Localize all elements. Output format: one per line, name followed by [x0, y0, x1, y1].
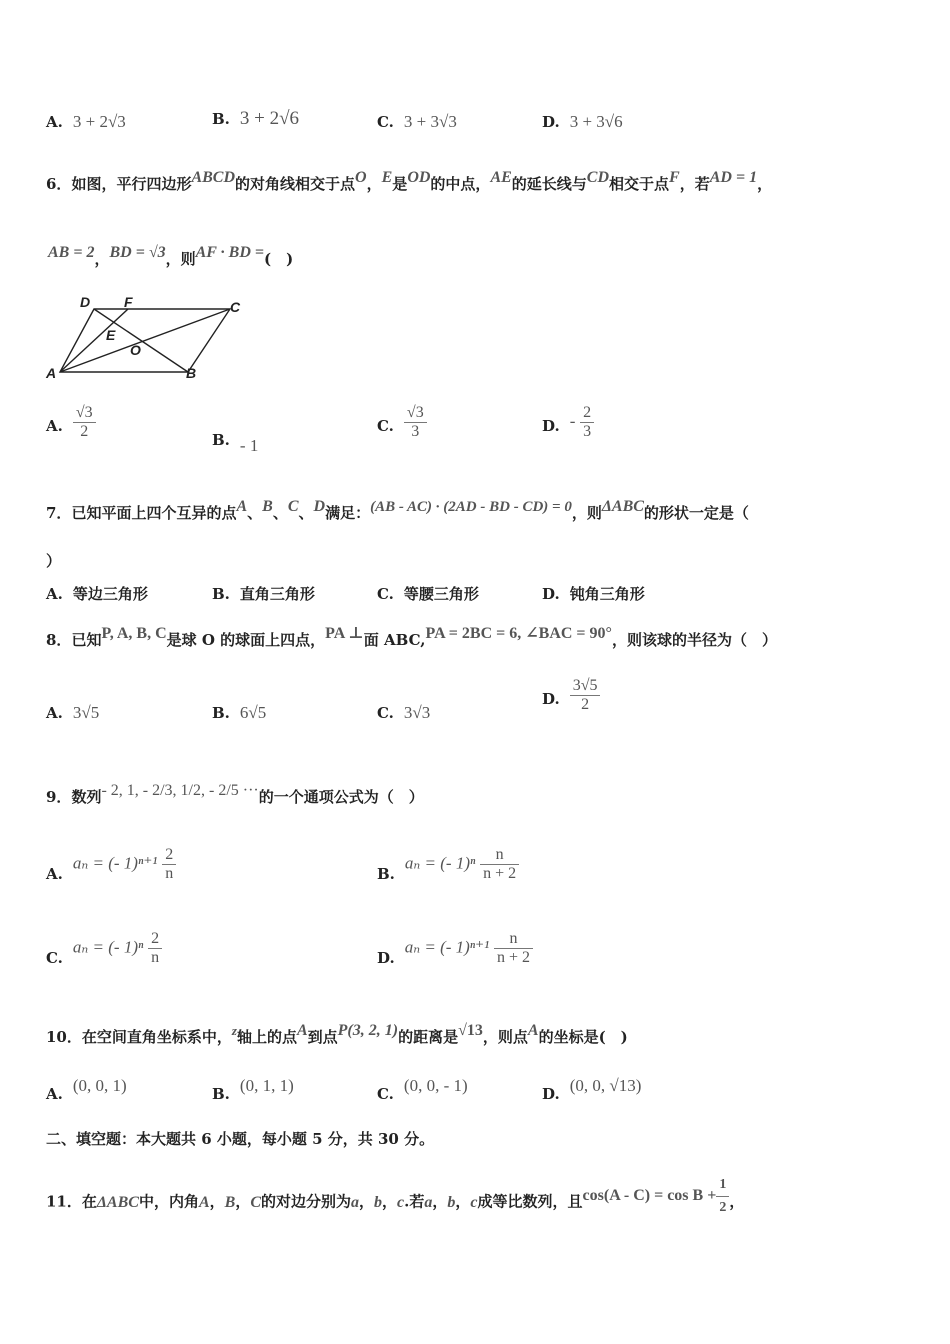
math: CD	[586, 169, 610, 186]
formula-prefix: aₙ = (- 1)ⁿ⁺¹	[404, 937, 490, 957]
option-label: D.	[542, 1085, 560, 1103]
label-d: D	[80, 294, 91, 310]
denominator: 2	[581, 696, 590, 713]
numerator: √3	[73, 404, 96, 423]
math: ΔABC	[601, 498, 644, 515]
option-label: A.	[46, 416, 63, 435]
stem-text: ，	[366, 175, 382, 193]
option-value: - 1	[239, 436, 259, 455]
option-value: 直角三角形	[239, 585, 315, 603]
fraction	[494, 930, 533, 967]
stem-text: 中，内角	[138, 1192, 199, 1211]
option-value: 等边三角形	[72, 585, 148, 603]
math: - 2, 1, - 2/3, 1/2, - 2/5 ···	[101, 782, 259, 799]
math: cos(A - C) = cos B +	[582, 1186, 717, 1204]
math: C	[250, 1193, 261, 1211]
option-label: C.	[377, 416, 394, 435]
q9-option-c	[46, 930, 162, 967]
stem-text: 在空间直角坐标系中，	[81, 1028, 232, 1046]
option-label: A.	[46, 864, 63, 883]
stem-text: ，	[359, 1192, 375, 1211]
q6-stem-line1	[46, 169, 910, 196]
math: PA = 2BC = 6, ∠BAC = 90°	[425, 625, 612, 642]
math: AD = 1	[709, 169, 758, 186]
stem-text: ，若	[679, 175, 710, 193]
denominator: 3	[583, 423, 592, 440]
option-label: D.	[542, 113, 560, 131]
numerator: 2	[580, 404, 594, 423]
math: (AB - AC) · (2AD - BD - CD) = 0	[370, 499, 572, 515]
math: z	[231, 1023, 237, 1038]
q6-option-a	[46, 404, 96, 441]
q9-option-a	[46, 846, 176, 883]
math: ABCD	[191, 169, 236, 186]
q7-option-a	[46, 583, 148, 604]
denominator: 2	[719, 1200, 727, 1215]
option-label: C.	[377, 704, 394, 722]
label-f: F	[124, 294, 133, 310]
q9-option-b	[377, 846, 519, 883]
math: √13	[458, 1022, 483, 1039]
math: A	[236, 498, 248, 515]
math: PA ⊥	[325, 625, 364, 642]
q8-stem	[46, 625, 910, 652]
denominator: 3	[411, 423, 420, 440]
stem-text: 已知平面上四个互异的点	[71, 504, 237, 522]
math: c	[470, 1193, 478, 1211]
math: a	[351, 1193, 360, 1211]
stem-text: 的形状一定是（	[643, 504, 749, 522]
option-value: (0, 0, 1)	[72, 1076, 127, 1095]
math: D	[313, 498, 326, 515]
figure-lines	[60, 309, 230, 372]
option-value: 3 + 2√6	[239, 108, 300, 129]
option-label: D.	[542, 689, 560, 708]
question-number: 10．	[46, 1028, 82, 1046]
stem-text: ( )	[264, 250, 294, 268]
math: OD	[407, 169, 431, 186]
fraction	[148, 930, 162, 967]
numerator: √3	[404, 404, 427, 423]
stem-text: 、	[298, 504, 314, 522]
fraction	[162, 846, 176, 883]
math: E	[381, 169, 393, 186]
stem-text: 是球 O 的球面上四点，	[166, 631, 326, 649]
stem-text: 的坐标是( )	[538, 1028, 628, 1046]
q6-option-c	[377, 404, 427, 441]
option-label: C.	[377, 1085, 394, 1103]
option-label: B.	[212, 431, 230, 449]
label-o: O	[130, 342, 141, 358]
formula-prefix: aₙ = (- 1)ⁿ	[404, 853, 476, 873]
q7-option-d	[542, 583, 645, 604]
math: C	[287, 498, 299, 515]
denominator: n	[151, 949, 160, 966]
label-a: A	[46, 365, 57, 381]
option-label: C.	[46, 948, 63, 967]
numerator: 2	[162, 846, 176, 865]
q11-stem	[46, 1177, 930, 1225]
option-value: 3 + 3√6	[569, 112, 623, 131]
q9-stem	[46, 782, 910, 809]
option-label: D.	[377, 948, 395, 967]
numerator: 3√5	[570, 677, 601, 696]
stem-text: 如图，平行四边形	[71, 175, 192, 193]
option-label: A.	[46, 585, 63, 603]
stem-text: ，则点	[482, 1028, 528, 1046]
numerator: n	[494, 930, 533, 949]
q10-stem	[46, 1022, 910, 1049]
math: O	[355, 169, 367, 186]
q8-option-a	[46, 703, 99, 723]
q8-option-b	[212, 703, 266, 723]
math: b	[374, 1193, 383, 1211]
question-number: 6．	[46, 175, 72, 193]
stem-text: 的一个通项公式为（ ）	[258, 788, 424, 806]
math: ΔABC	[96, 1193, 139, 1211]
q9-option-d	[377, 930, 533, 967]
q6-option-b	[212, 430, 259, 455]
fraction	[73, 404, 96, 441]
q10-option-b	[212, 1076, 294, 1103]
q5-option-d	[542, 112, 623, 132]
label-e: E	[106, 327, 116, 343]
q7-stem-line2	[46, 550, 910, 572]
math: B	[262, 498, 273, 515]
stem-text: ，	[94, 250, 110, 268]
stem-text: ）	[46, 552, 62, 570]
option-label: B.	[212, 585, 230, 603]
q6-stem-line2	[48, 244, 910, 271]
stem-text: 面 ABC,	[363, 631, 426, 649]
q5-option-a	[46, 112, 126, 132]
q7-option-b	[212, 583, 315, 604]
numerator: 1	[716, 1174, 729, 1197]
math: b	[447, 1193, 456, 1211]
stem-text: 的对角线相交于点	[235, 175, 356, 193]
math: AB = 2	[48, 244, 95, 261]
q10-option-d	[542, 1076, 642, 1103]
option-label: B.	[212, 110, 230, 128]
minus-sign: -	[569, 411, 576, 431]
stem-text: 的距离是	[398, 1028, 459, 1046]
q10-option-c	[377, 1076, 468, 1103]
math: c	[397, 1193, 405, 1211]
option-value: (0, 1, 1)	[239, 1076, 294, 1095]
question-number: 9．	[46, 788, 72, 806]
q5-option-b	[212, 108, 299, 130]
option-label: B.	[377, 864, 395, 883]
denominator: 2	[80, 423, 89, 440]
question-number: 8．	[46, 631, 72, 649]
stem-text: ，则	[165, 250, 196, 268]
stem-text: 、	[247, 504, 263, 522]
stem-text: ，	[382, 1192, 398, 1211]
stem-text: ，	[455, 1192, 471, 1211]
stem-text: ，	[235, 1192, 251, 1211]
q7-option-c	[377, 583, 479, 604]
option-label: C.	[377, 113, 394, 131]
stem-text: .若	[404, 1192, 425, 1211]
math: A	[198, 1193, 210, 1211]
stem-text: ，	[209, 1192, 225, 1211]
formula-prefix: aₙ = (- 1)ⁿ⁺¹	[72, 853, 158, 873]
math: P, A, B, C	[101, 625, 167, 642]
math: A	[296, 1022, 308, 1039]
diagonal-ac	[60, 309, 230, 372]
numerator: 2	[148, 930, 162, 949]
option-value: 等腰三角形	[403, 585, 479, 603]
stem-text: ，	[757, 175, 773, 193]
stem-text: 成等比数列，且	[477, 1192, 583, 1211]
fraction	[570, 677, 601, 714]
option-value: 钝角三角形	[569, 585, 645, 603]
fraction	[480, 846, 519, 883]
option-label: D.	[542, 416, 560, 435]
denominator: n + 2	[497, 949, 531, 966]
math: A	[527, 1022, 539, 1039]
stem-text: 轴上的点	[236, 1028, 297, 1046]
question-number: 11．	[46, 1192, 82, 1211]
stem-text: ，则该球的半径为（ ）	[611, 631, 777, 649]
q8-option-c	[377, 703, 430, 723]
question-number: 7．	[46, 504, 72, 522]
option-label: B.	[212, 1085, 230, 1103]
option-label: A.	[46, 1085, 63, 1103]
label-b: B	[186, 365, 197, 381]
label-c: C	[230, 299, 241, 315]
option-label: A.	[46, 704, 63, 722]
stem-text: 、	[272, 504, 288, 522]
stem-text: 在	[81, 1192, 97, 1211]
math: P(3, 2, 1)	[337, 1022, 399, 1039]
numerator: n	[480, 846, 519, 865]
stem-text: 到点	[307, 1028, 338, 1046]
math: a	[424, 1193, 433, 1211]
option-value: (0, 0, - 1)	[403, 1076, 468, 1095]
stem-text: 是	[392, 175, 408, 193]
stem-text: 已知	[71, 631, 102, 649]
option-label: C.	[377, 585, 394, 603]
option-label: D.	[542, 585, 560, 603]
option-value: 3√5	[72, 703, 100, 722]
q8-option-d	[542, 677, 600, 714]
stem-text: ，	[432, 1192, 448, 1211]
stem-text: 相交于点	[609, 175, 670, 193]
stem-text: 满足：	[325, 504, 371, 522]
parallelogram-figure	[44, 292, 254, 382]
q10-option-a	[46, 1076, 127, 1103]
section-title: 二、填空题：本大题共 6 小题，每小题 5 分，共 30 分。	[46, 1130, 435, 1148]
option-label: A.	[46, 113, 63, 131]
math: AF · BD =	[195, 244, 265, 261]
option-value: 3 + 3√3	[403, 112, 457, 131]
math: BD = √3	[109, 244, 166, 261]
stem-text: ，	[729, 1192, 745, 1211]
fraction	[580, 404, 594, 441]
formula-prefix: aₙ = (- 1)ⁿ	[72, 937, 144, 957]
stem-text: 的对边分别为	[261, 1192, 352, 1211]
segment-af	[60, 309, 128, 372]
stem-text: ，则	[571, 504, 602, 522]
q5-option-c	[377, 112, 457, 132]
option-label: B.	[212, 704, 230, 722]
math: F	[669, 169, 680, 186]
q6-option-d	[542, 404, 594, 441]
option-value: 3√3	[403, 703, 431, 722]
option-value: 3 + 2√3	[72, 112, 126, 131]
denominator: n + 2	[483, 865, 517, 882]
option-value: 6√5	[239, 703, 267, 722]
fraction	[404, 404, 427, 441]
denominator: n	[165, 865, 174, 882]
math: AE	[490, 169, 512, 186]
math: B	[224, 1193, 236, 1211]
stem-text: 的中点，	[430, 175, 491, 193]
stem-text: 数列	[71, 788, 102, 806]
fraction	[716, 1174, 729, 1219]
q7-stem-line1	[46, 498, 910, 525]
option-value: (0, 0, √13)	[569, 1076, 642, 1095]
stem-text: 的延长线与	[511, 175, 587, 193]
